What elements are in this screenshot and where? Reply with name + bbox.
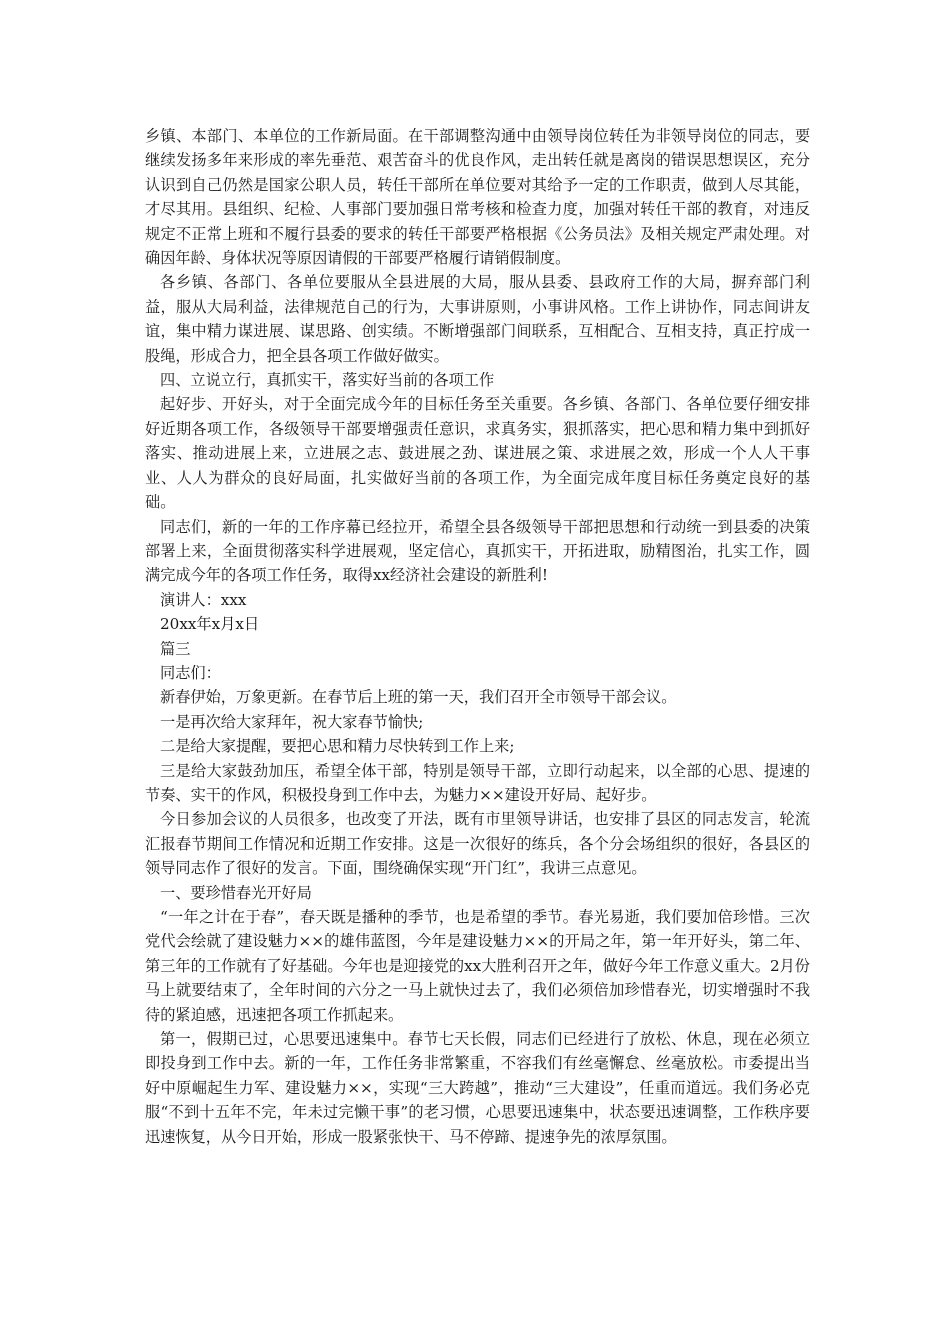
paragraph: 各乡镇、各部门、各单位要服从全县进展的大局，服从县委、县政府工作的大局，摒弃部门利益，服从大局利益，法律规范自己的行为，大事讲原则，小事讲风格。工作上讲协作，同志间讲友谊，集中精力谋进展、谋思路、创实绩。不断增强部门间联系，互相配合、互相支持，真正拧成一股绳，形成合力，把全县各项工作做好做实。 <box>145 273 810 365</box>
paragraph: 二是给大家提醒，要把心思和精力尽快转到工作上来; <box>160 737 515 756</box>
paragraph: 同志们，新的一年的工作序幕已经拉开，希望全县各级领导干部把思想和行动统一到县委的决策部署上来，全面贯彻落实科学进展观，坚定信心，真抓实干，开拓进取，励精图治，扎实工作，圆满完成今年的各项工作任务，取得xx经济社会建设的新胜利! <box>145 517 810 585</box>
paragraph: 今日参加会议的人员很多，也改变了开法，既有市里领导讲话，也安排了县区的同志发言，轮流汇报春节期间工作情况和近期工作安排。这是一次很好的练兵，各个分会场组织的很好，各县区的领导同志作了很好的发言。下面，围绕确保实现“开门红”，我讲三点意见。 <box>145 810 810 878</box>
document-body <box>145 124 810 1149</box>
speaker-line: 演讲人：xxx <box>160 590 247 609</box>
paragraph: 三是给大家鼓劲加压，希望全体干部，特别是领导干部，立即行动起来，以全部的心思、提速的节奏、实干的作风，积极投身到工作中去，为魅力××建设开好局、起好步。 <box>145 761 810 804</box>
paragraph: 起好步、开好头，对于全面完成今年的目标任务至关重要。各乡镇、各部门、各单位要仔细安排好近期各项工作，各级领导干部要增强责任意识，求真务实，狠抓落实，把心思和精力集中到抓好落实、推动进展上来，立进展之志、鼓进展之劲、谋进展之策、求进展之效，形成一个人人干事业、人人为群众的良好局面，扎实做好当前的各项工作，为全面完成年度目标任务奠定良好的基础。 <box>145 395 810 512</box>
paragraph: 第一，假期已过，心思要迅速集中。春节七天长假，同志们已经进行了放松、休息，现在必须立即投身到工作中去。新的一年，工作任务非常繁重，不容我们有丝毫懈怠、丝毫放松。市委提出当好中原崛起生力军、建设魅力××，实现“三大跨越”，推动“三大建设”，任重而道远。我们务必克服“不到十五年不完，年未过完懒干事”的老习惯，心思要迅速集中，状态要迅速调整，工作秩序要迅速恢复，从今日开始，形成一股紧张快干、马不停蹄、提速争先的浓厚氛围。 <box>145 1030 810 1146</box>
section-heading: 一、要珍惜春光开好局 <box>160 883 312 902</box>
salutation: 同志们： <box>160 663 221 682</box>
paragraph: 一是再次给大家拜年，祝大家春节愉快; <box>160 712 424 731</box>
section-heading: 四、立说立行，真抓实干，落实好当前的各项工作 <box>160 371 495 390</box>
paragraph: 新春伊始，万象更新。在春节后上班的第一天，我们召开全市领导干部会议。 <box>160 688 677 707</box>
paragraph: “一年之计在于春”，春天既是播种的季节，也是希望的季节。春光易逝，我们要加倍珍惜。三次党代会绘就了建设魅力××的雄伟蓝图，今年是建设魅力××的开局之年，第一年开好头，第二年、第三年的工作就有了好基础。今年也是迎接党的xx大胜利召开之年，做好今年工作意义重大。2月份马上就要结束了，全年时间的六分之一马上就快过去了，我们必须倍加珍惜春光，切实增强时不我待的紧迫感，迅速把各项工作抓起来。 <box>145 908 810 1024</box>
part-heading: 篇三 <box>160 639 191 658</box>
date-line: 20xx年x月x日 <box>160 615 260 634</box>
paragraph: 乡镇、本部门、本单位的工作新局面。在干部调整沟通中由领导岗位转任为非领导岗位的同志，要继续发扬多年来形成的率先垂范、艰苦奋斗的优良作风，走出转任就是离岗的错误思想误区，充分认识到自己仍然是国家公职人员，转任干部所在单位要对其给予一定的工作职责，做到人尽其能，才尽其用。县组织、纪检、人事部门要加强日常考核和检查力度，加强对转任干部的教育，对违反规定不正常上班和不履行县委的要求的转任干部要严格根据《公务员法》及相关规定严肃处理。对确因年龄、身体状况等原因请假的干部要严格履行请销假制度。 <box>145 127 810 268</box>
